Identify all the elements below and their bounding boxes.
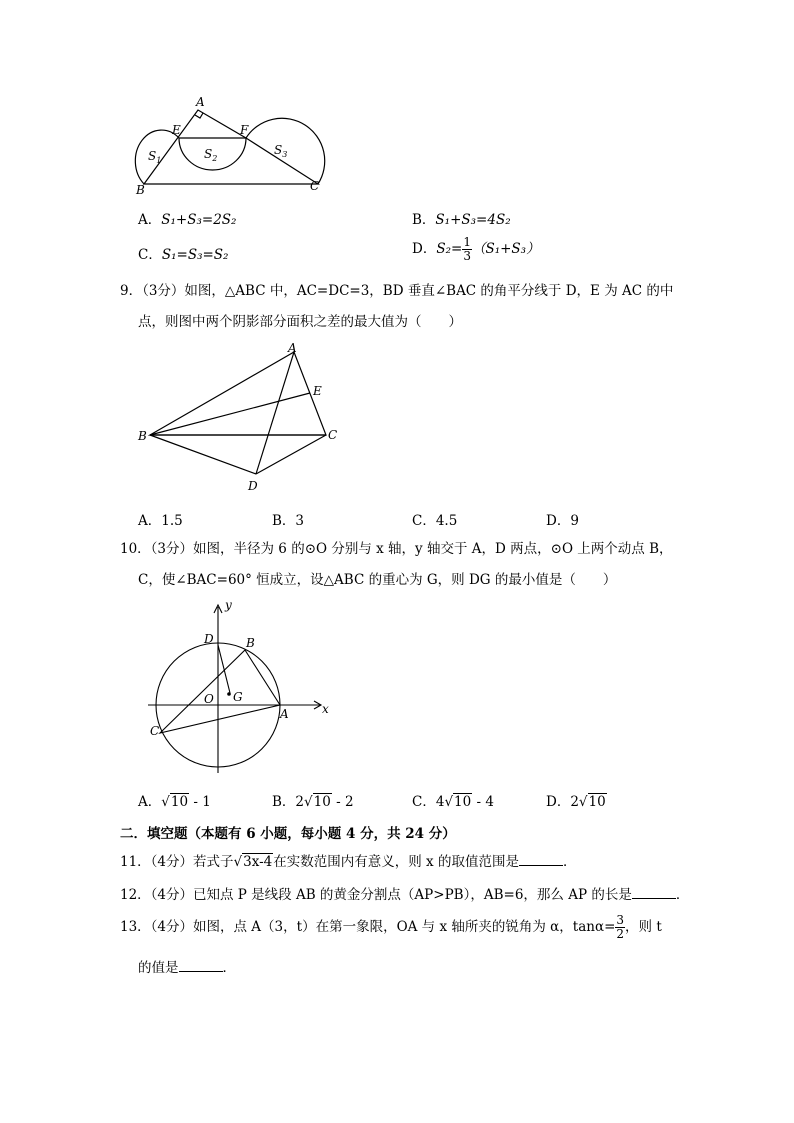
label-f: F: [240, 123, 249, 137]
option-text: S₂=: [436, 241, 463, 257]
triangle-abc-q9: [150, 352, 326, 435]
option-text: 2: [295, 794, 305, 810]
label-e: E: [172, 123, 181, 137]
q12-stem: [120, 886, 689, 903]
option-text: - 1: [189, 794, 211, 810]
figure-q9: [132, 340, 352, 496]
triangle-abc-q8: [144, 110, 318, 184]
segment-dg: [218, 645, 230, 693]
figure-q8: [130, 92, 330, 198]
q10-option-a[interactable]: A．√10 - 1: [138, 794, 211, 810]
q9-option-c[interactable]: [412, 509, 457, 529]
option-label: D．: [546, 513, 571, 529]
q10-stem-line1: 10．（3分）如图，半径为 6 的⊙O 分别与 x 轴，y 轴交于 A，D 两点，⊙O 上两个动点 B，: [120, 541, 673, 557]
option-label: A．: [138, 212, 162, 228]
radicand: 10: [588, 794, 606, 810]
q10-option-d[interactable]: D．2√10: [546, 794, 606, 810]
q12-end: ．: [675, 887, 690, 903]
option-text: 2: [570, 794, 579, 810]
label-g: G: [233, 690, 243, 704]
q8-option-a[interactable]: [138, 208, 236, 228]
figure-q10: [140, 595, 340, 777]
q9-stem-line2: 点，则图中两个阴影部分面积之差的最大值为（ ）: [138, 314, 462, 330]
q11-stem: 11．（4分）若式子√3x-4在实数范围内有意义，则 x 的取值范围是 ．: [120, 854, 577, 870]
label-b: B: [138, 429, 147, 443]
option-label: A．: [138, 513, 162, 529]
answer-blank[interactable]: [519, 853, 563, 866]
label-a: A: [288, 341, 297, 355]
answer-blank[interactable]: [632, 886, 676, 899]
segment-be: [150, 393, 310, 435]
q9-option-d[interactable]: [546, 509, 579, 529]
segment-bd: [150, 435, 256, 474]
label-x: x: [322, 702, 329, 716]
option-text: 3: [295, 513, 305, 529]
option-text: S₁+S₃=4S₂: [435, 212, 511, 228]
option-text: 4: [435, 794, 445, 810]
option-label: D．: [412, 241, 437, 257]
q13-text: ，则 t: [625, 919, 662, 935]
section-title: 二．填空题（本题有 6 小题，每小题 4 分，共 24 分）: [120, 826, 456, 842]
radicand: 10: [454, 794, 472, 810]
label-c: C: [150, 724, 160, 738]
label-s3: $S_3$: [274, 143, 288, 159]
label-b: B: [136, 183, 145, 197]
q13-stem-line2: [138, 959, 236, 976]
label-c: C: [328, 428, 338, 442]
right-angle-mark: [195, 113, 203, 118]
label-c: C: [310, 179, 320, 193]
q8-option-c[interactable]: [138, 243, 228, 263]
option-text: S₁+S₃=2S₂: [161, 212, 237, 228]
label-d: D: [248, 479, 258, 493]
label-a: A: [280, 707, 289, 721]
label-e: E: [313, 384, 322, 398]
option-text: （S₁+S₃）: [471, 241, 540, 257]
q10-option-b[interactable]: B．2√10 - 2: [272, 794, 354, 810]
q10-stem-line2: C，使∠BAC=60° 恒成立，设△ABC 的重心为 G，则 DG 的最小值是（ ）: [138, 572, 617, 588]
radicand: 10: [170, 794, 189, 810]
q13-end: ．: [222, 960, 236, 976]
q13-text: 13．（4分）如图，点 A（3，t）在第一象限，OA 与 x 轴所夹的锐角为 α，tanα=: [120, 919, 616, 935]
q10-option-c[interactable]: C．4√10 - 4: [412, 794, 494, 810]
option-text: - 4: [472, 794, 494, 810]
radicand: 10: [313, 794, 331, 810]
q11-text: 11．（4分）若式子: [120, 854, 234, 870]
q8-option-d[interactable]: [412, 236, 540, 263]
option-label: C．: [412, 513, 436, 529]
q11-end: ．: [562, 854, 577, 870]
option-label: A．: [138, 794, 162, 810]
option-label: B．: [412, 212, 436, 228]
label-s1: $S_1$: [148, 149, 162, 165]
q13-stem-line1: [120, 914, 662, 941]
option-label: B．: [272, 513, 296, 529]
q8-option-b[interactable]: [412, 208, 511, 228]
option-text: 9: [570, 513, 579, 529]
q12-text: 12．（4分）已知点 P 是线段 AB 的黄金分割点（AP>PB），AB=6，那么 AP 的长是: [120, 887, 632, 903]
q9-stem-line1: 9．（3分）如图，△ABC 中，AC=DC=3，BD 垂直∠BAC 的角平分线于 D，E 为 AC 的中: [120, 283, 674, 299]
q13-text: 的值是: [138, 960, 179, 976]
label-d: D: [204, 632, 214, 646]
q9-option-a[interactable]: [138, 509, 183, 529]
option-text: - 2: [331, 794, 354, 810]
option-label: D．: [546, 794, 571, 810]
option-label: C．: [412, 794, 436, 810]
label-b: B: [246, 636, 255, 650]
q11-text: 在实数范围内有意义，则 x 的取值范围是: [273, 854, 519, 870]
label-y: y: [225, 598, 232, 612]
label-a: A: [196, 95, 205, 109]
option-text: S₁=S₃=S₂: [161, 247, 229, 263]
label-o: O: [204, 692, 214, 706]
q9-option-b[interactable]: [272, 509, 304, 529]
fraction: $\frac{1}{3}$: [463, 235, 471, 263]
triangle-abc-q10: [160, 650, 280, 733]
option-label: C．: [138, 247, 162, 263]
option-label: B．: [272, 794, 296, 810]
answer-blank[interactable]: [179, 959, 223, 972]
point-g: [227, 692, 231, 696]
fraction: $\frac{3}{2}$: [616, 913, 625, 941]
radicand: 3x-4: [243, 854, 273, 870]
label-s2: $S_2$: [204, 147, 218, 163]
option-text: 4.5: [435, 513, 458, 529]
option-text: 1.5: [161, 513, 183, 529]
